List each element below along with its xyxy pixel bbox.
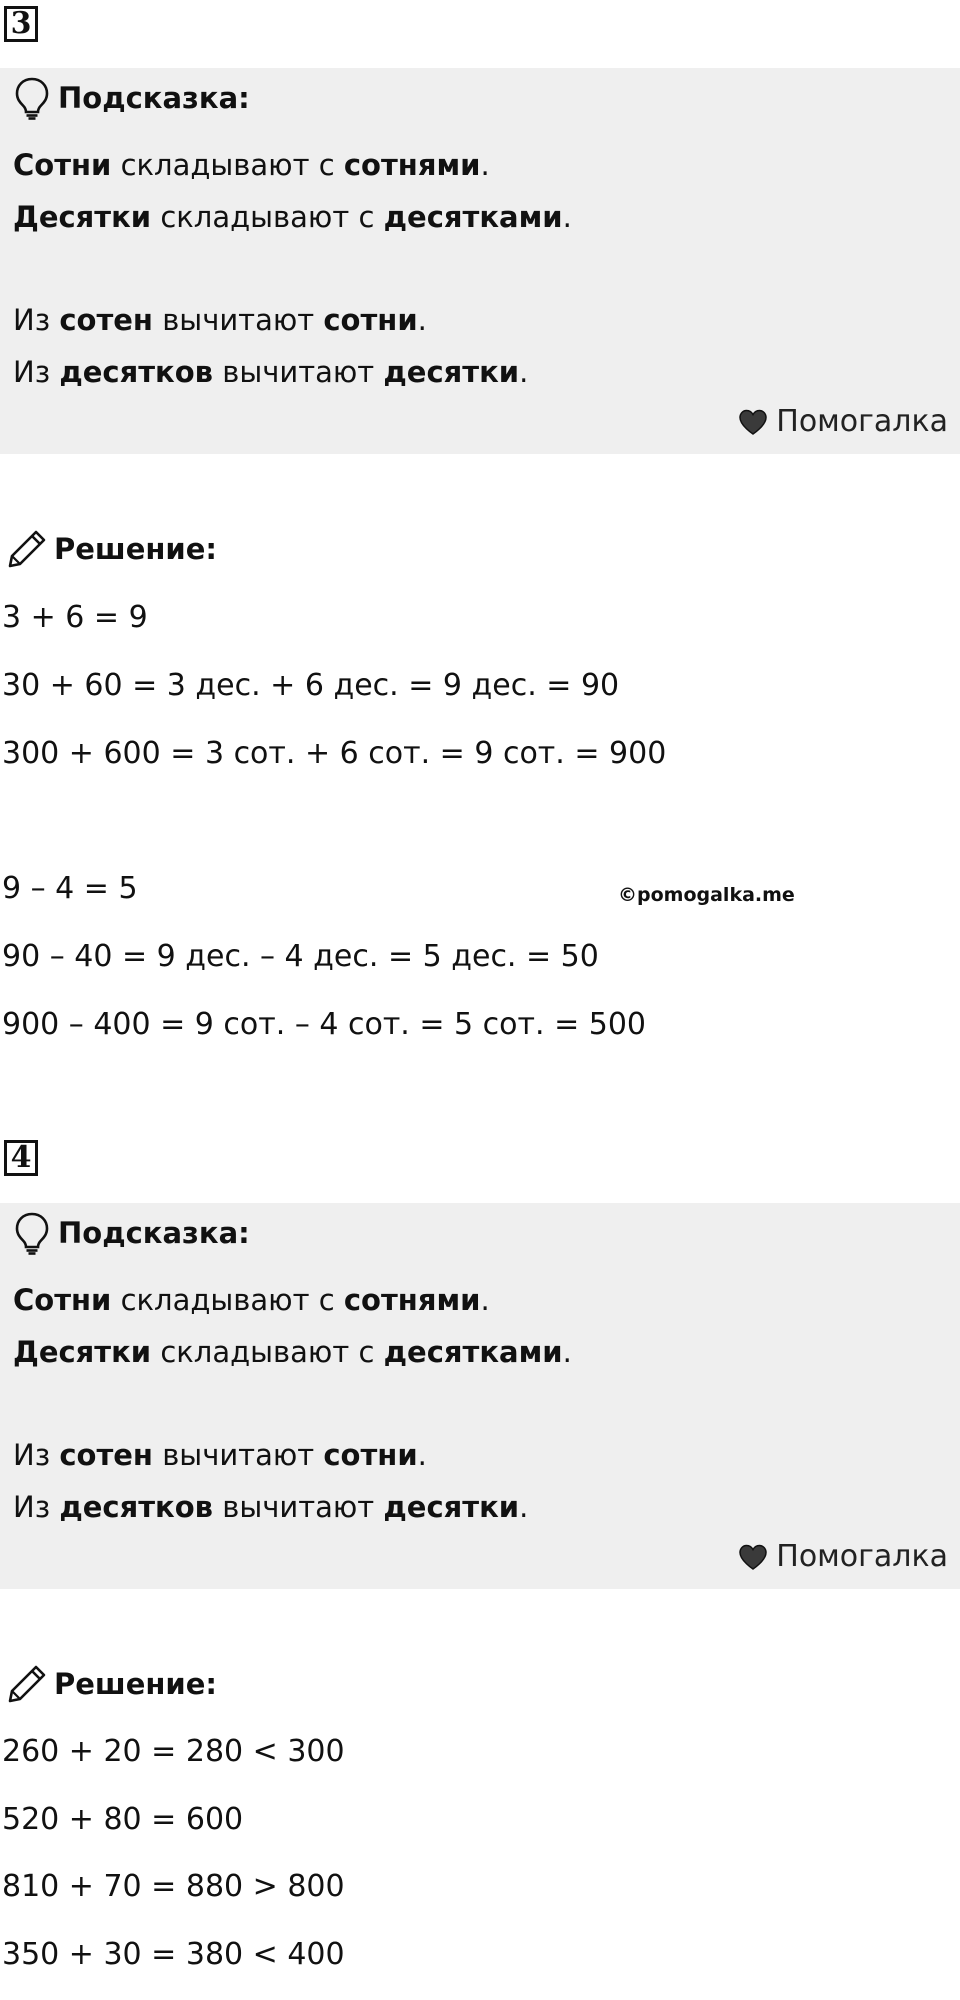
equation: 520 + 80 = 600 (2, 1802, 244, 1837)
hint-bold: десятками (383, 1335, 563, 1369)
hint-text: . (417, 303, 427, 337)
hint-box (0, 1203, 960, 1589)
hint-text: складывают с (151, 200, 384, 234)
hint-bold: Десятки (13, 200, 152, 234)
solution-title-text: Решение: (54, 1667, 218, 1701)
hint-bold: сотни (323, 1438, 418, 1472)
hint-bold: Сотни (13, 148, 112, 182)
solution-title (6, 1663, 217, 1705)
hint-text: складывают с (111, 1283, 344, 1317)
hint-text: . (480, 148, 490, 182)
hint-text: Из (13, 1490, 60, 1524)
hint-title (12, 76, 250, 120)
hint-title (12, 1211, 250, 1255)
hint-text: . (562, 1335, 572, 1369)
hint-line (13, 303, 427, 337)
hint-title-text: Подсказка: (58, 81, 250, 115)
hint-line (13, 200, 572, 234)
brand-link[interactable] (738, 404, 948, 439)
solution-title (6, 528, 217, 570)
equation: 90 – 40 = 9 дес. – 4 дес. = 5 дес. = 50 (2, 939, 599, 974)
equation: 30 + 60 = 3 дес. + 6 дес. = 9 дес. = 90 (2, 668, 620, 703)
hint-box (0, 68, 960, 454)
brand-link[interactable] (738, 1539, 948, 1574)
hint-bold: десятков (59, 1490, 214, 1524)
hint-bold: десятки (383, 355, 520, 389)
pencil-icon (6, 1663, 48, 1705)
hint-text: складывают с (151, 1335, 384, 1369)
hint-text: вычитают (152, 303, 324, 337)
watermark: ©pomogalka.me (618, 884, 795, 906)
hint-text: . (519, 1490, 529, 1524)
equation: 9 – 4 = 5 (2, 871, 138, 906)
equation: 300 + 600 = 3 сот. + 6 сот. = 9 сот. = 900 (2, 736, 667, 771)
hint-bold: десятки (383, 1490, 520, 1524)
equation: 810 + 70 = 880 > 800 (2, 1869, 345, 1904)
hint-line (13, 1335, 572, 1369)
hint-bold: десятками (383, 200, 563, 234)
hint-text: складывают с (111, 148, 344, 182)
equation: 350 + 30 = 380 < 400 (2, 1937, 345, 1972)
heart-icon (738, 409, 768, 435)
hint-bold: сотни (323, 303, 418, 337)
equation: 900 – 400 = 9 сот. – 4 сот. = 5 сот. = 500 (2, 1007, 647, 1042)
hint-text: . (519, 355, 529, 389)
hint-bold: сотен (59, 1438, 153, 1472)
brand-label: Помогалка (776, 1539, 948, 1574)
equation: 3 + 6 = 9 (2, 600, 148, 635)
solution-title-text: Решение: (54, 532, 218, 566)
hint-text: . (417, 1438, 427, 1472)
hint-line (13, 148, 490, 182)
hint-bold: десятков (59, 355, 214, 389)
brand-label: Помогалка (776, 404, 948, 439)
hint-bold: Десятки (13, 1335, 152, 1369)
hint-title-text: Подсказка: (58, 1216, 250, 1250)
task-number-badge: 4 (4, 1140, 38, 1176)
hint-line (13, 1283, 490, 1317)
hint-bold: Сотни (13, 1283, 112, 1317)
hint-bold: сотнями (343, 148, 481, 182)
task-number-badge: 3 (4, 6, 38, 42)
equation: 260 + 20 = 280 < 300 (2, 1734, 345, 1769)
hint-line (13, 355, 528, 389)
lightbulb-icon (12, 1211, 52, 1255)
hint-text: Из (13, 355, 60, 389)
pencil-icon (6, 528, 48, 570)
hint-line (13, 1490, 528, 1524)
hint-text: Из (13, 303, 60, 337)
hint-text: . (562, 200, 572, 234)
hint-text: вычитают (152, 1438, 324, 1472)
hint-text: вычитают (213, 355, 384, 389)
hint-line (13, 1438, 427, 1472)
lightbulb-icon (12, 76, 52, 120)
hint-text: Из (13, 1438, 60, 1472)
hint-text: . (480, 1283, 490, 1317)
hint-bold: сотен (59, 303, 153, 337)
heart-icon (738, 1544, 768, 1570)
hint-bold: сотнями (343, 1283, 481, 1317)
hint-text: вычитают (213, 1490, 384, 1524)
